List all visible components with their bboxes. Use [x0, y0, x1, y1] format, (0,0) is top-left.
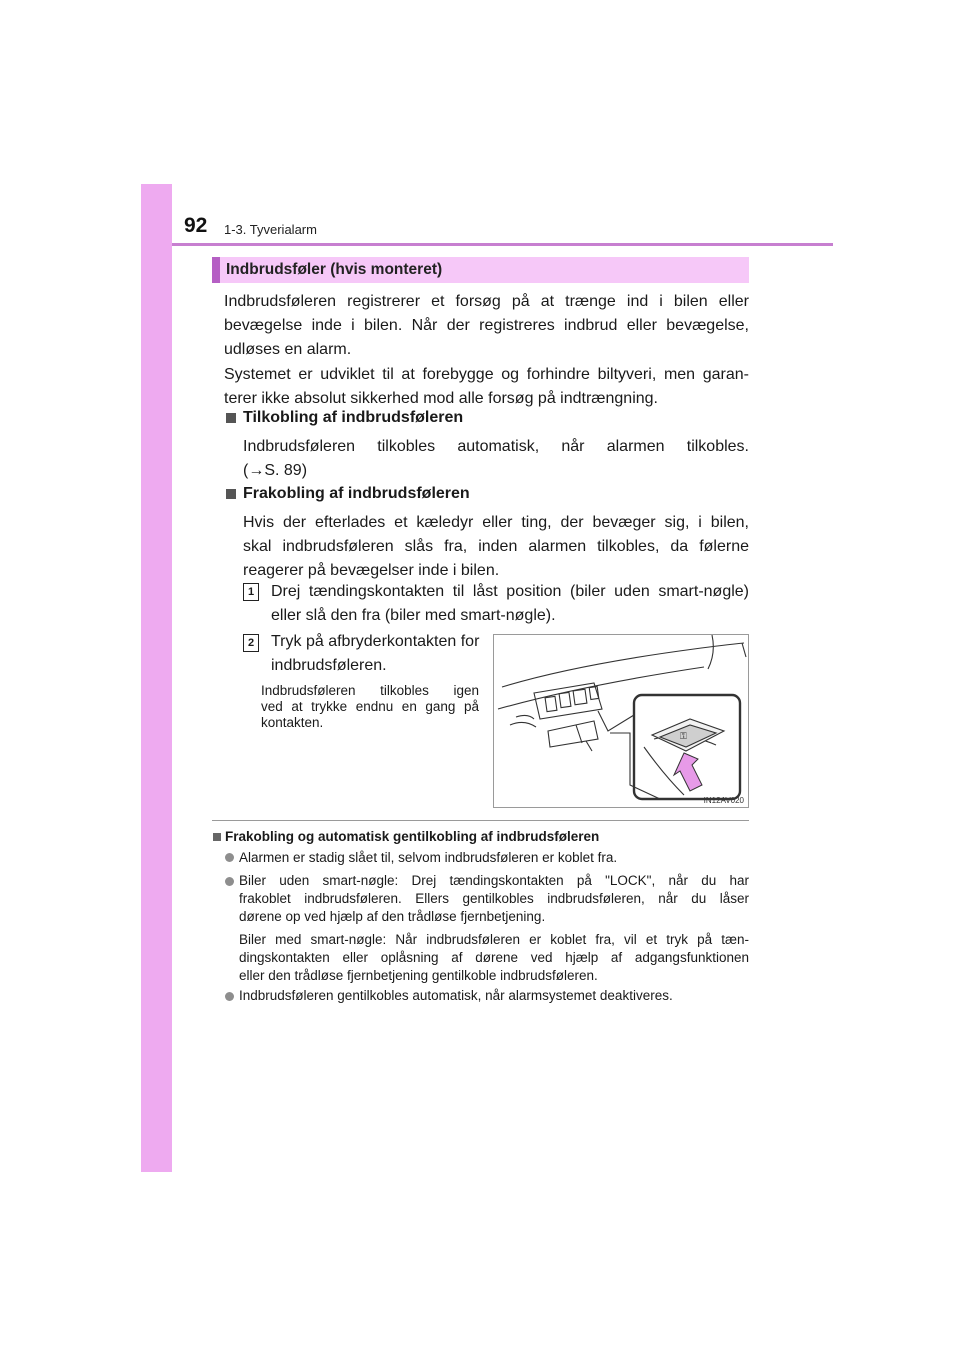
text-line: Indbrudsføleren tilkobles igen: [261, 683, 479, 698]
text-line: udløses en alarm.: [224, 341, 352, 358]
sidebar-tab: [141, 184, 172, 1172]
section-heading: Indbrudsføler (hvis monteret): [226, 261, 443, 278]
text-line: eller den trådløse fjernbetjening gentilkoble indbrudsføleren.: [239, 968, 598, 983]
note-bullet-3: Indbrudsføleren gentilkobles automatisk, når alarmsystemet deaktiveres.: [239, 988, 673, 1003]
section-title: 1-3. Tyverialarm: [224, 222, 317, 237]
text-line: Biler med smart-nøgle: Når indbrudsføleren er koblet fra, vil et tryk på tæn-: [239, 932, 749, 947]
text-line: (→S. 89): [243, 462, 308, 479]
text-line: skal indbrudsføleren slås fra, inden alarmen tilkobles, da følerne: [243, 538, 749, 555]
text-line: Tryk på afbryderkontakten for: [271, 633, 480, 650]
text-line: dingskontakten eller oplåsning af dørene ved hjælp af adgangsfunktionen: [239, 950, 749, 965]
text-line: Hvis der efterlades et kæledyr eller ting, der bevæger sig, i bilen,: [243, 514, 749, 531]
bullet-dot-icon: [225, 853, 234, 862]
bullet-dot-icon: [225, 992, 234, 1001]
section-heading-accent: [212, 257, 220, 283]
notes-divider: [212, 820, 749, 821]
text-line: indbrudsføleren.: [271, 657, 387, 674]
text-line: ved at trykke endnu en gang på: [261, 699, 479, 714]
note-bullet-1: Alarmen er stadig slået til, selvom indbrudsføleren er koblet fra.: [239, 850, 618, 865]
text-line: Drej tændingskontakten til låst position (biler uden smart-nøgle): [271, 583, 749, 600]
activation-heading: Tilkobling af indbrudsføleren: [243, 409, 464, 426]
square-bullet-icon: [226, 413, 236, 423]
text-line: reagerer på bevægelser inde i bilen.: [243, 562, 500, 579]
bullet-dot-icon: [225, 877, 234, 886]
step-number-2: 2: [243, 634, 259, 652]
header-rule: [172, 243, 833, 246]
text-line: eller slå den fra (biler med smart-nøgle).: [271, 607, 556, 624]
deactivation-heading: Frakobling af indbrudsføleren: [243, 485, 470, 502]
switch-figure: [493, 634, 749, 808]
text-line: kontakten.: [261, 715, 324, 730]
step-number-1: 1: [243, 583, 259, 601]
text-line: terer ikke absolut sikkerhed mod alle forsøg på indtrængning.: [224, 390, 658, 407]
page-number: 92: [184, 214, 208, 237]
svg-text:⚿: ⚿: [680, 732, 687, 742]
text-line: frakoblet indbrudsføleren. Ellers gentilkobles indbrudsføleren, når du låser: [239, 891, 749, 906]
notes-heading: Frakobling og automatisk gentilkobling af indbrudsføleren: [225, 829, 600, 844]
text-line: Indbrudsføleren tilkobles automatisk, når alarmen tilkobles.: [243, 438, 749, 455]
text-line: Systemet er udviklet til at forebygge og forhindre biltyveri, men garan-: [224, 366, 749, 383]
text-line: Indbrudsføleren registrerer et forsøg på at trænge ind i bilen eller: [224, 293, 749, 310]
text-line: dørene op ved hjælp af den trådløse fjernbetjening.: [239, 909, 546, 924]
square-bullet-icon: [226, 489, 236, 499]
intrusion-sensor-switch-illustration-icon: [494, 635, 748, 807]
text-line: bevægelse inde i bilen. Når der registreres indbrud eller bevægelse,: [224, 317, 749, 334]
text-line: Biler uden smart-nøgle: Drej tændingskontakten på "LOCK", når du har: [239, 873, 749, 888]
section-heading-box: [212, 257, 749, 283]
figure-code: IN12AV020: [703, 796, 744, 805]
square-bullet-icon: [213, 833, 221, 841]
